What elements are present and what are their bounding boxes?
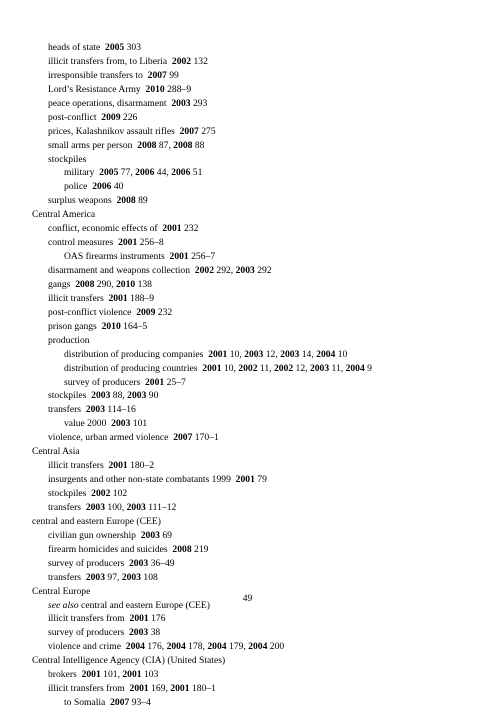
entry-text: police	[64, 181, 88, 193]
index-entry	[0, 640, 495, 654]
page-reference	[119, 572, 157, 583]
reference-year: 2005	[105, 42, 125, 53]
index-entry	[0, 139, 495, 153]
page-reference	[125, 683, 168, 694]
reference-pages: 88,	[112, 390, 125, 402]
page-reference	[121, 641, 164, 652]
page-reference	[165, 251, 215, 262]
entry-text: illicit transfers from	[48, 613, 125, 625]
page-reference	[278, 349, 314, 360]
reference-year: 2003	[121, 571, 142, 583]
reference-pages: 10	[337, 348, 348, 360]
index-entry	[0, 194, 495, 208]
reference-pages: 79	[257, 474, 267, 486]
index-entry	[0, 222, 495, 236]
index-entry	[0, 153, 495, 167]
reference-year: 2001	[129, 613, 149, 625]
page-reference	[131, 307, 172, 318]
page-reference	[141, 84, 191, 95]
page-reference	[125, 613, 166, 624]
reference-year: 2001	[108, 460, 128, 472]
page-reference	[86, 488, 127, 499]
index-entry	[0, 83, 495, 97]
reference-year: 2001	[170, 683, 190, 695]
reference-pages: 111–12	[148, 501, 177, 513]
page-reference	[158, 223, 199, 234]
reference-pages: 176	[151, 613, 166, 625]
reference-pages: 288–9	[167, 83, 192, 95]
reference-pages: 114–16	[107, 404, 136, 416]
index-entry	[0, 334, 495, 348]
page-reference	[164, 641, 205, 652]
page-reference	[100, 42, 141, 53]
page-reference	[86, 390, 124, 401]
entry-text: control measures	[48, 237, 114, 249]
page-number: 49	[242, 593, 253, 604]
page-reference	[343, 363, 372, 374]
reference-year: 2004	[207, 641, 227, 653]
page-reference	[132, 140, 170, 151]
reference-year: 2008	[116, 195, 136, 207]
page-reference	[203, 349, 241, 360]
reference-pages: 88	[194, 139, 205, 151]
index-entry	[0, 557, 495, 571]
reference-year: 2007	[110, 697, 130, 709]
entry-text: insurgents and other non-state combatants 1999	[48, 474, 231, 486]
index-entry	[0, 69, 495, 83]
entry-text: to Somalia	[64, 697, 106, 709]
page-reference	[168, 432, 218, 443]
reference-year: 2001	[81, 669, 101, 681]
reference-pages: 12,	[265, 348, 278, 360]
index-entry	[0, 626, 495, 640]
entry-text: Central America	[32, 209, 96, 221]
page-reference	[120, 669, 158, 680]
entry-text: survey of producers	[48, 627, 125, 639]
entry-text: brokers	[48, 669, 77, 681]
index-entry	[0, 125, 495, 139]
entry-text: illicit transfers	[48, 460, 104, 472]
index-entry	[0, 682, 495, 696]
reference-pages: 25–7	[166, 376, 186, 388]
page-reference	[97, 321, 147, 332]
entry-text: illicit transfers	[48, 292, 104, 304]
reference-year: 2001	[235, 474, 255, 486]
page-reference	[242, 349, 278, 360]
index-entry	[0, 236, 495, 250]
reference-pages: 99	[169, 69, 179, 81]
reference-pages: 180–2	[130, 460, 155, 472]
reference-pages: 90	[148, 390, 159, 402]
reference-pages: 103	[143, 669, 159, 681]
entry-text: illicit transfers from	[48, 683, 125, 695]
reference-pages: 178,	[188, 641, 205, 653]
reference-year: 2003	[280, 348, 300, 360]
reference-year: 2007	[179, 125, 199, 137]
index-entry	[0, 571, 495, 585]
page-reference	[169, 167, 203, 178]
reference-year: 2003	[244, 348, 264, 360]
reference-year: 2001	[129, 683, 149, 695]
page-reference	[314, 349, 348, 360]
reference-year: 2004	[345, 362, 365, 374]
reference-pages: 40	[113, 181, 124, 193]
index-entry	[0, 306, 495, 320]
reference-pages: 226	[122, 111, 138, 123]
entry-text: prices, Kalashnikov assault rifles	[48, 125, 175, 137]
reference-pages: 256–7	[191, 251, 216, 263]
index-entry	[0, 292, 495, 306]
reference-year: 2010	[145, 83, 165, 95]
entry-text: distribution of producing companies	[64, 348, 204, 360]
page-reference	[112, 195, 148, 206]
reference-pages: 12,	[295, 362, 308, 374]
reference-pages: 290,	[96, 278, 114, 290]
entry-text: value 2000	[64, 418, 107, 430]
reference-year: 2002	[171, 55, 192, 67]
reference-year: 2004	[166, 641, 186, 653]
reference-pages: 9	[367, 362, 372, 374]
entry-text: Central Europe	[32, 585, 91, 597]
entry-text: central and eastern Europe (CEE)	[78, 599, 210, 611]
entry-text: irresponsible transfers to	[48, 69, 143, 81]
reference-pages: 51	[192, 167, 203, 179]
entry-text: transfers	[48, 501, 82, 513]
reference-year: 2001	[169, 251, 189, 263]
reference-year: 2001	[122, 669, 142, 681]
index-entry	[0, 166, 495, 180]
entry-text: post-conflict	[48, 111, 97, 123]
reference-pages: 180–1	[191, 683, 216, 695]
index-entry	[0, 55, 495, 69]
page-reference	[124, 627, 160, 638]
entry-text: peace operations, disarmament	[48, 97, 167, 109]
reference-year: 2008	[172, 543, 192, 555]
page-reference	[81, 572, 119, 583]
reference-pages: 132	[193, 55, 208, 67]
reference-year: 2010	[101, 320, 121, 332]
page-reference	[133, 167, 169, 178]
page-reference	[233, 265, 271, 276]
index-entry	[0, 250, 495, 264]
index-heading	[0, 654, 495, 668]
entry-text: Central Intelligence Agency (CIA) (United States)	[32, 655, 226, 667]
index-entries	[0, 41, 495, 710]
reference-year: 2003	[85, 501, 106, 513]
reference-pages: 138	[137, 278, 152, 290]
reference-pages: 179,	[228, 641, 246, 653]
index-entry	[0, 111, 495, 125]
reference-year: 2004	[248, 641, 268, 653]
page-reference	[114, 279, 152, 290]
entry-text: violence and crime	[48, 641, 121, 653]
page-reference	[198, 363, 236, 374]
page-reference	[236, 363, 272, 374]
reference-pages: 87,	[158, 139, 171, 151]
entry-text: civilian gun ownership	[48, 529, 136, 541]
index-entry	[0, 543, 495, 557]
index-heading	[0, 515, 495, 529]
reference-pages: 303	[126, 42, 141, 53]
reference-pages: 11,	[331, 362, 344, 374]
entry-text: Central Asia	[32, 446, 80, 458]
reference-year: 2003	[91, 390, 111, 402]
reference-year: 2005	[99, 167, 119, 179]
entry-text: firearm homicides and suicides	[48, 543, 168, 555]
reference-year: 2003	[127, 390, 147, 402]
reference-pages: 11,	[259, 362, 272, 374]
page-reference	[81, 502, 124, 513]
index-entry	[0, 97, 495, 111]
reference-year: 2007	[147, 69, 167, 81]
index-entry	[0, 180, 495, 194]
reference-pages: 69	[162, 529, 172, 541]
reference-year: 2002	[91, 488, 111, 499]
reference-pages: 164–5	[123, 320, 148, 332]
page-reference	[87, 181, 123, 192]
page-reference	[205, 641, 246, 652]
page-reference	[167, 56, 208, 67]
reference-pages: 14,	[301, 348, 314, 360]
index-heading	[0, 208, 495, 222]
reference-pages: 293	[192, 97, 208, 109]
reference-pages: 36–49	[150, 557, 175, 569]
reference-pages: 10,	[223, 362, 236, 374]
reference-year: 2003	[129, 557, 149, 569]
reference-pages: 292	[257, 265, 272, 276]
page-reference	[125, 390, 159, 401]
reference-year: 2002	[238, 362, 258, 374]
page-reference	[113, 237, 163, 248]
reference-pages: 108	[143, 571, 158, 583]
reference-year: 2003	[129, 627, 149, 639]
index-entry	[0, 459, 495, 473]
reference-pages: 256–8	[139, 237, 164, 249]
index-entry	[0, 487, 495, 501]
reference-pages: 169,	[151, 683, 168, 695]
page-reference	[308, 363, 344, 374]
reference-pages: 102	[112, 488, 128, 499]
index-entry	[0, 278, 495, 292]
reference-year: 2001	[202, 362, 222, 374]
reference-year: 2010	[115, 278, 136, 290]
page-reference	[124, 502, 176, 513]
reference-year: 2007	[173, 432, 193, 444]
page-reference	[231, 474, 267, 485]
reference-year: 2008	[173, 139, 193, 151]
reference-pages: 100,	[107, 501, 125, 513]
entry-text: stockpiles	[48, 153, 87, 165]
reference-year: 2003	[85, 404, 106, 416]
reference-year: 2006	[135, 167, 155, 179]
index-entry	[0, 348, 495, 362]
page-reference	[94, 167, 132, 178]
page-reference	[168, 544, 209, 555]
entry-text: illicit transfers from, to Liberia	[48, 55, 168, 67]
reference-pages: 101,	[103, 669, 120, 681]
reference-year: 2004	[316, 348, 336, 360]
index-entry	[0, 389, 495, 403]
reference-year: 2003	[309, 362, 330, 374]
page-reference	[190, 265, 233, 276]
index-entry	[0, 501, 495, 515]
reference-pages: 275	[201, 125, 216, 137]
page-reference	[175, 126, 216, 137]
reference-year: 2003	[111, 418, 131, 430]
entry-text: conflict, economic effects of	[48, 223, 158, 235]
entry-text: surplus weapons	[48, 195, 112, 207]
index-entry	[0, 529, 495, 543]
reference-pages: 188–9	[130, 292, 155, 304]
index-entry	[0, 473, 495, 487]
entry-text: small arms per person	[48, 139, 133, 151]
page-reference	[106, 418, 147, 429]
page-reference	[104, 293, 154, 304]
reference-pages: 232	[183, 223, 199, 235]
reference-pages: 38	[150, 627, 161, 639]
entry-text: survey of producers	[48, 557, 125, 569]
entry-text: Lord’s Resistance Army	[48, 83, 141, 95]
reference-year: 2009	[101, 111, 121, 123]
index-entry	[0, 376, 495, 390]
reference-year: 2009	[136, 306, 156, 318]
reference-pages: 219	[194, 543, 209, 555]
reference-pages: 101	[132, 418, 148, 430]
page-reference	[97, 112, 138, 123]
entry-text: heads of state	[48, 42, 101, 53]
page-reference	[136, 530, 172, 541]
page-reference	[171, 140, 205, 151]
entry-text: survey of producers	[64, 376, 141, 388]
reference-year: 2001	[118, 237, 138, 249]
entry-text: transfers	[48, 571, 82, 583]
page-reference	[105, 697, 151, 708]
index-entry	[0, 417, 495, 431]
reference-year: 2004	[125, 641, 145, 653]
entry-text: post-conflict violence	[48, 306, 132, 318]
index-entry	[0, 320, 495, 334]
page-reference	[167, 98, 208, 109]
reference-year: 2001	[162, 223, 182, 235]
page-reference	[81, 404, 136, 415]
page-reference	[77, 669, 120, 680]
reference-pages: 170–1	[194, 432, 219, 444]
index-entry	[0, 41, 495, 55]
reference-year: 2003	[171, 97, 191, 109]
reference-year: 2001	[145, 376, 165, 388]
entry-text: production	[48, 334, 90, 346]
page-reference	[168, 683, 216, 694]
reference-pages: 176,	[147, 641, 165, 653]
page-reference	[272, 363, 308, 374]
reference-year: 2006	[92, 181, 112, 193]
page-reference	[143, 70, 179, 81]
index-entry	[0, 403, 495, 417]
index-entry	[0, 696, 495, 710]
reference-year: 2008	[75, 278, 95, 290]
entry-text: stockpiles	[48, 390, 87, 402]
entry-text: central and eastern Europe (CEE)	[32, 515, 161, 527]
reference-pages: 77,	[120, 167, 133, 179]
reference-pages: 93–4	[131, 697, 151, 709]
reference-pages: 292,	[216, 265, 234, 276]
index-entry	[0, 431, 495, 445]
reference-year: 2006	[171, 167, 191, 179]
entry-text: prison gangs	[48, 320, 97, 332]
index-entry	[0, 612, 495, 626]
entry-text: transfers	[48, 404, 82, 416]
index-entry	[0, 362, 495, 376]
reference-year: 2002	[194, 265, 214, 276]
reference-pages: 44,	[156, 167, 169, 179]
page-reference	[104, 460, 154, 471]
reference-year: 2003	[140, 529, 160, 541]
entry-text: distribution of producing countries	[64, 362, 198, 374]
page-reference	[140, 377, 186, 388]
reference-pages: 89	[138, 195, 148, 207]
index-heading	[0, 445, 495, 459]
reference-pages: 10,	[229, 348, 242, 360]
reference-year: 2003	[85, 571, 106, 583]
reference-year: 2003	[126, 501, 146, 513]
index-entry	[0, 668, 495, 682]
entry-text: violence, urban armed violence	[48, 432, 169, 444]
reference-year: 2002	[273, 362, 294, 374]
entry-text: disarmament and weapons collection	[48, 265, 190, 276]
entry-text: gangs	[48, 278, 71, 290]
page-reference	[246, 641, 284, 652]
entry-text: OAS firearms instruments	[64, 251, 165, 263]
entry-text: stockpiles	[48, 488, 87, 499]
index-entry	[0, 264, 495, 278]
reference-year: 2001	[108, 292, 128, 304]
page-reference	[70, 279, 113, 290]
page-reference	[124, 558, 174, 569]
reference-pages: 232	[157, 306, 173, 318]
reference-year: 2003	[235, 265, 255, 276]
reference-pages: 97,	[107, 571, 120, 583]
reference-year: 2001	[208, 348, 228, 360]
reference-pages: 200	[269, 641, 285, 653]
reference-year: 2008	[137, 139, 157, 151]
cross-reference-label: see also	[48, 599, 79, 611]
entry-text: military	[64, 167, 95, 179]
